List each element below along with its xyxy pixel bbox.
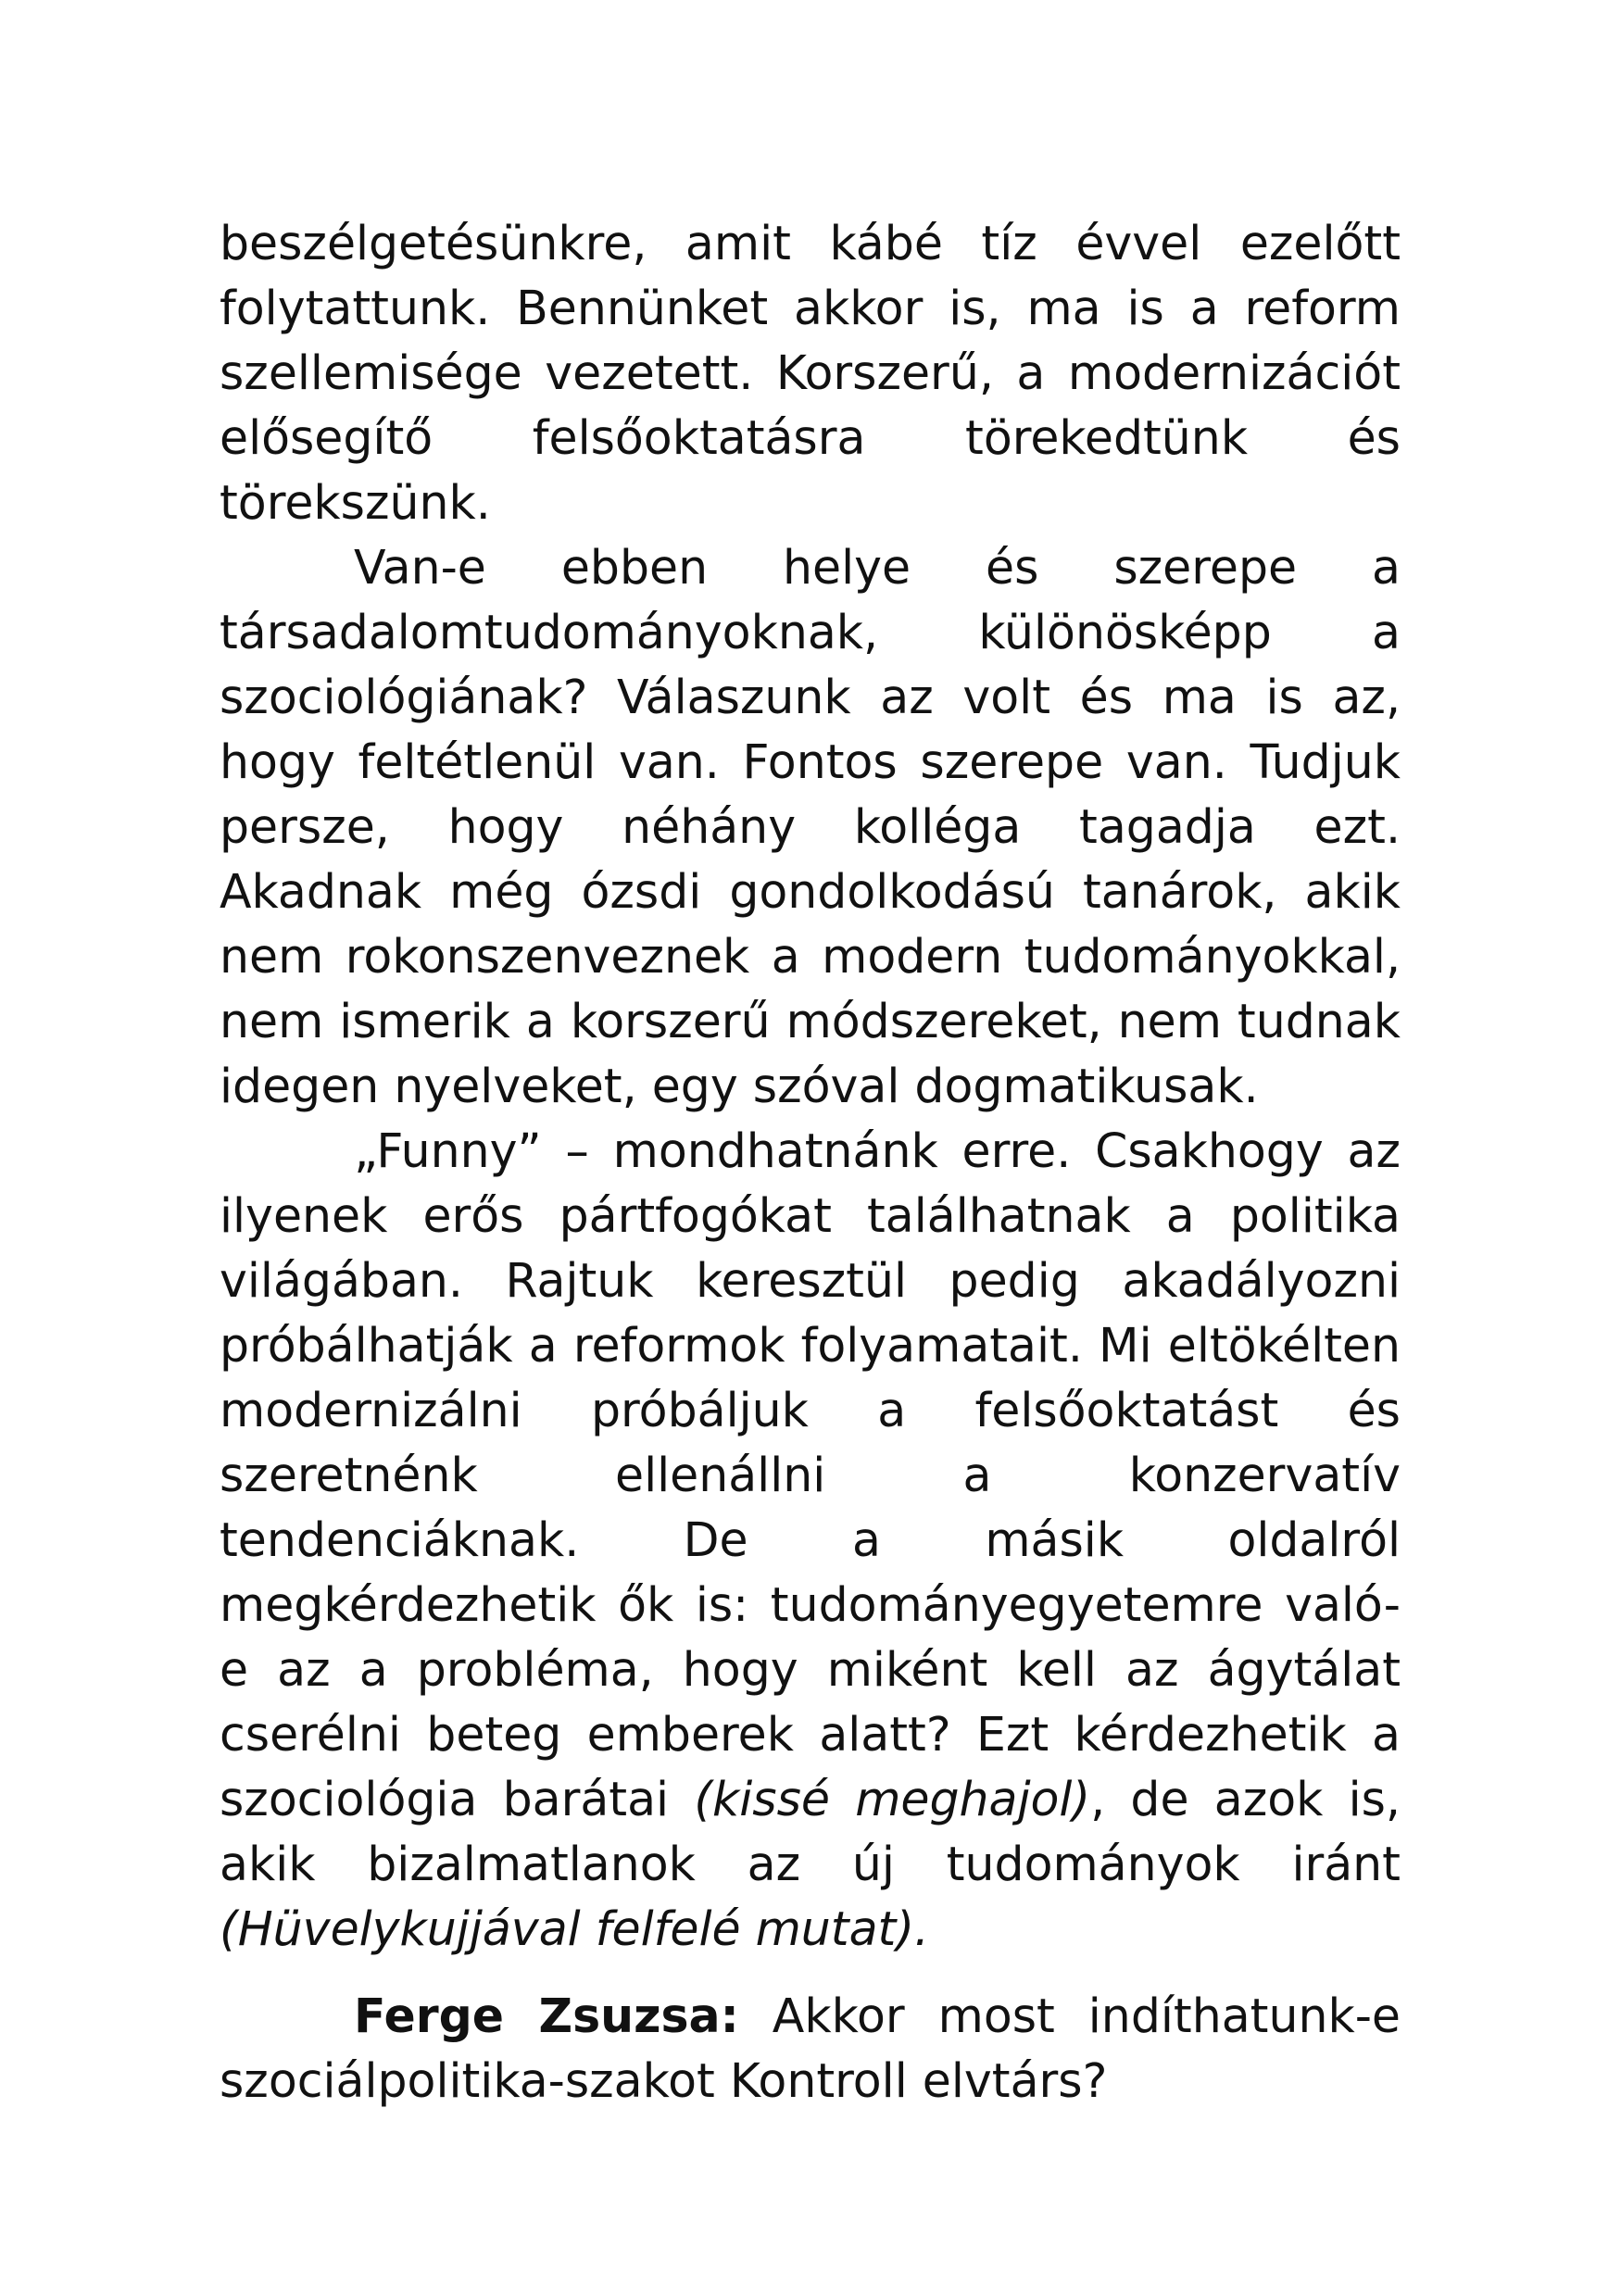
stage-direction-thumb: (Hüvelykujjával felfelé mutat).: [220, 1901, 930, 1956]
paragraph-reform-spirit: beszélgetésünkre, amit kábé tíz évvel ezelőtt folytattunk. Bennünket akkor is, ma is a reform szellemisége vezetett. Korszerű, a modernizációt elősegítő felsőoktatásra törekedtünk és törekszünk.: [220, 216, 1401, 530]
paragraph-social-sciences: Van-e ebben helye és szerepe a társadalomtudományoknak, különösképp a szociológiának? Válaszunk az volt és ma is az, hogy feltétlenül van. Fontos szerepe van. Tudjuk persze, hogy néhány kolléga tagadja ezt. Akadnak még ózsdi gondolkodású tanárok, akik nem rokonszenveznek a modern tudományokkal, nem ismerik a korszerű módszereket, nem tudnak idegen nyelveket, egy szóval dogmatikusak.: [220, 540, 1401, 1113]
paragraph-funny: [220, 1119, 1401, 1962]
document-page: [220, 211, 1401, 2114]
paragraph-funny-text-a: „Funny” – mondhatnánk erre. Csakhogy az ilyenek erős pártfogókat találhatnak a politika világában. Rajtuk keresztül pedig akadályozni próbálhatják a reformok folyamatait. Mi eltökélten modernizálni próbáljuk a felsőoktatást és szeretnénk ellenállni a konzervatív tendenciáknak. De a másik oldalról megkérdezhetik ők is: tudományegyetemre való-e az a probléma, hogy miként kell az ágytálat cserélni beteg emberek alatt? Ezt kérdezhetik a szociológia barátai: [220, 1123, 1401, 1826]
paragraph-funny-text-b: , de azok is, akik bizalmatlanok az új tudományok iránt: [220, 1772, 1401, 1891]
stage-direction-bow: (kissé meghajol): [694, 1772, 1091, 1826]
speaker-name: Ferge Zsuzsa:: [354, 1989, 739, 2043]
speech-text: Akkor most indíthatunk-e szociálpolitika-szakot Kontroll elvtárs?: [220, 1989, 1401, 2108]
speech-ferge-zsuzsa: [220, 1984, 1401, 2114]
